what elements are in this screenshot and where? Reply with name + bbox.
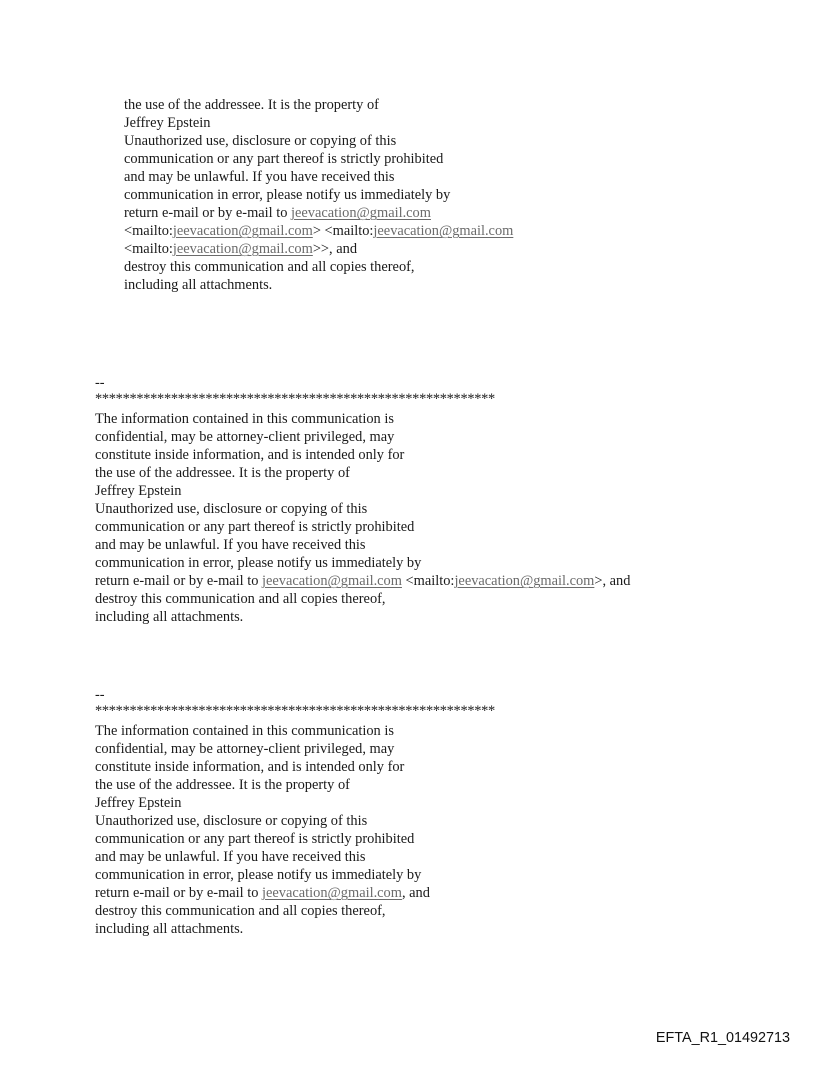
text-line: communication or any part thereof is strictly prohibited <box>124 151 444 167</box>
text-line: including all attachments. <box>95 921 244 937</box>
text-fragment: >, and <box>594 573 631 589</box>
text-fragment: , and <box>401 885 430 901</box>
text-fragment: >>, and <box>312 241 358 257</box>
separator-stars: ********************************************************** <box>95 391 495 407</box>
text-line <box>124 240 357 258</box>
text-fragment: > <mailto: <box>312 223 374 239</box>
text-line <box>95 572 630 590</box>
text-line: Unauthorized use, disclosure or copying of this <box>95 813 368 829</box>
text-line: and may be unlawful. If you have received this <box>124 169 395 185</box>
email-link[interactable]: jeevacation@gmail.com <box>172 241 313 257</box>
text-fragment: return e-mail or by e-mail to <box>95 573 263 589</box>
separator-stars: ********************************************************** <box>95 703 495 719</box>
text-line: including all attachments. <box>95 609 244 625</box>
text-line: communication in error, please notify us immediately by <box>95 555 422 571</box>
email-link[interactable]: jeevacation@gmail.com <box>291 205 431 221</box>
text-line: destroy this communication and all copies thereof, <box>95 903 386 919</box>
text-fragment: return e-mail or by e-mail to <box>124 205 292 221</box>
text-fragment: return e-mail or by e-mail to <box>95 885 263 901</box>
text-line: and may be unlawful. If you have received this <box>95 537 366 553</box>
text-line <box>124 204 431 222</box>
separator-dashes: -- <box>95 687 105 703</box>
text-line: The information contained in this communication is <box>95 411 394 427</box>
text-line: constitute inside information, and is intended only for <box>95 759 405 775</box>
text-line <box>95 884 430 902</box>
text-line: Jeffrey Epstein <box>95 483 182 499</box>
text-line: communication in error, please notify us immediately by <box>95 867 422 883</box>
text-fragment: <mailto: <box>401 573 455 589</box>
text-line: Unauthorized use, disclosure or copying of this <box>95 501 368 517</box>
text-line: communication or any part thereof is strictly prohibited <box>95 519 415 535</box>
text-line: destroy this communication and all copies thereof, <box>124 259 415 275</box>
email-link[interactable]: jeevacation@gmail.com <box>262 573 402 589</box>
document-id-footer: EFTA_R1_01492713 <box>655 1030 790 1046</box>
text-line: Jeffrey Epstein <box>95 795 182 811</box>
email-link[interactable]: jeevacation@gmail.com <box>172 223 313 239</box>
email-link[interactable]: jeevacation@gmail.com <box>454 573 595 589</box>
text-line: confidential, may be attorney-client privileged, may <box>95 429 395 445</box>
text-line: the use of the addressee. It is the property of <box>124 97 379 113</box>
text-line: Jeffrey Epstein <box>124 115 211 131</box>
text-line: the use of the addressee. It is the property of <box>95 777 350 793</box>
text-line: communication in error, please notify us immediately by <box>124 187 451 203</box>
email-link[interactable]: jeevacation@gmail.com <box>262 885 402 901</box>
text-line: destroy this communication and all copies thereof, <box>95 591 386 607</box>
text-line: Unauthorized use, disclosure or copying of this <box>124 133 397 149</box>
email-link[interactable]: jeevacation@gmail.com <box>373 223 514 239</box>
text-fragment: <mailto: <box>124 223 173 239</box>
text-line: including all attachments. <box>124 277 273 293</box>
text-line: communication or any part thereof is strictly prohibited <box>95 831 415 847</box>
text-line: constitute inside information, and is intended only for <box>95 447 405 463</box>
text-line: confidential, may be attorney-client privileged, may <box>95 741 395 757</box>
text-line: and may be unlawful. If you have received this <box>95 849 366 865</box>
text-line <box>124 222 513 240</box>
text-line: The information contained in this communication is <box>95 723 394 739</box>
separator-dashes: -- <box>95 375 105 391</box>
text-line: the use of the addressee. It is the property of <box>95 465 350 481</box>
text-fragment: <mailto: <box>124 241 173 257</box>
